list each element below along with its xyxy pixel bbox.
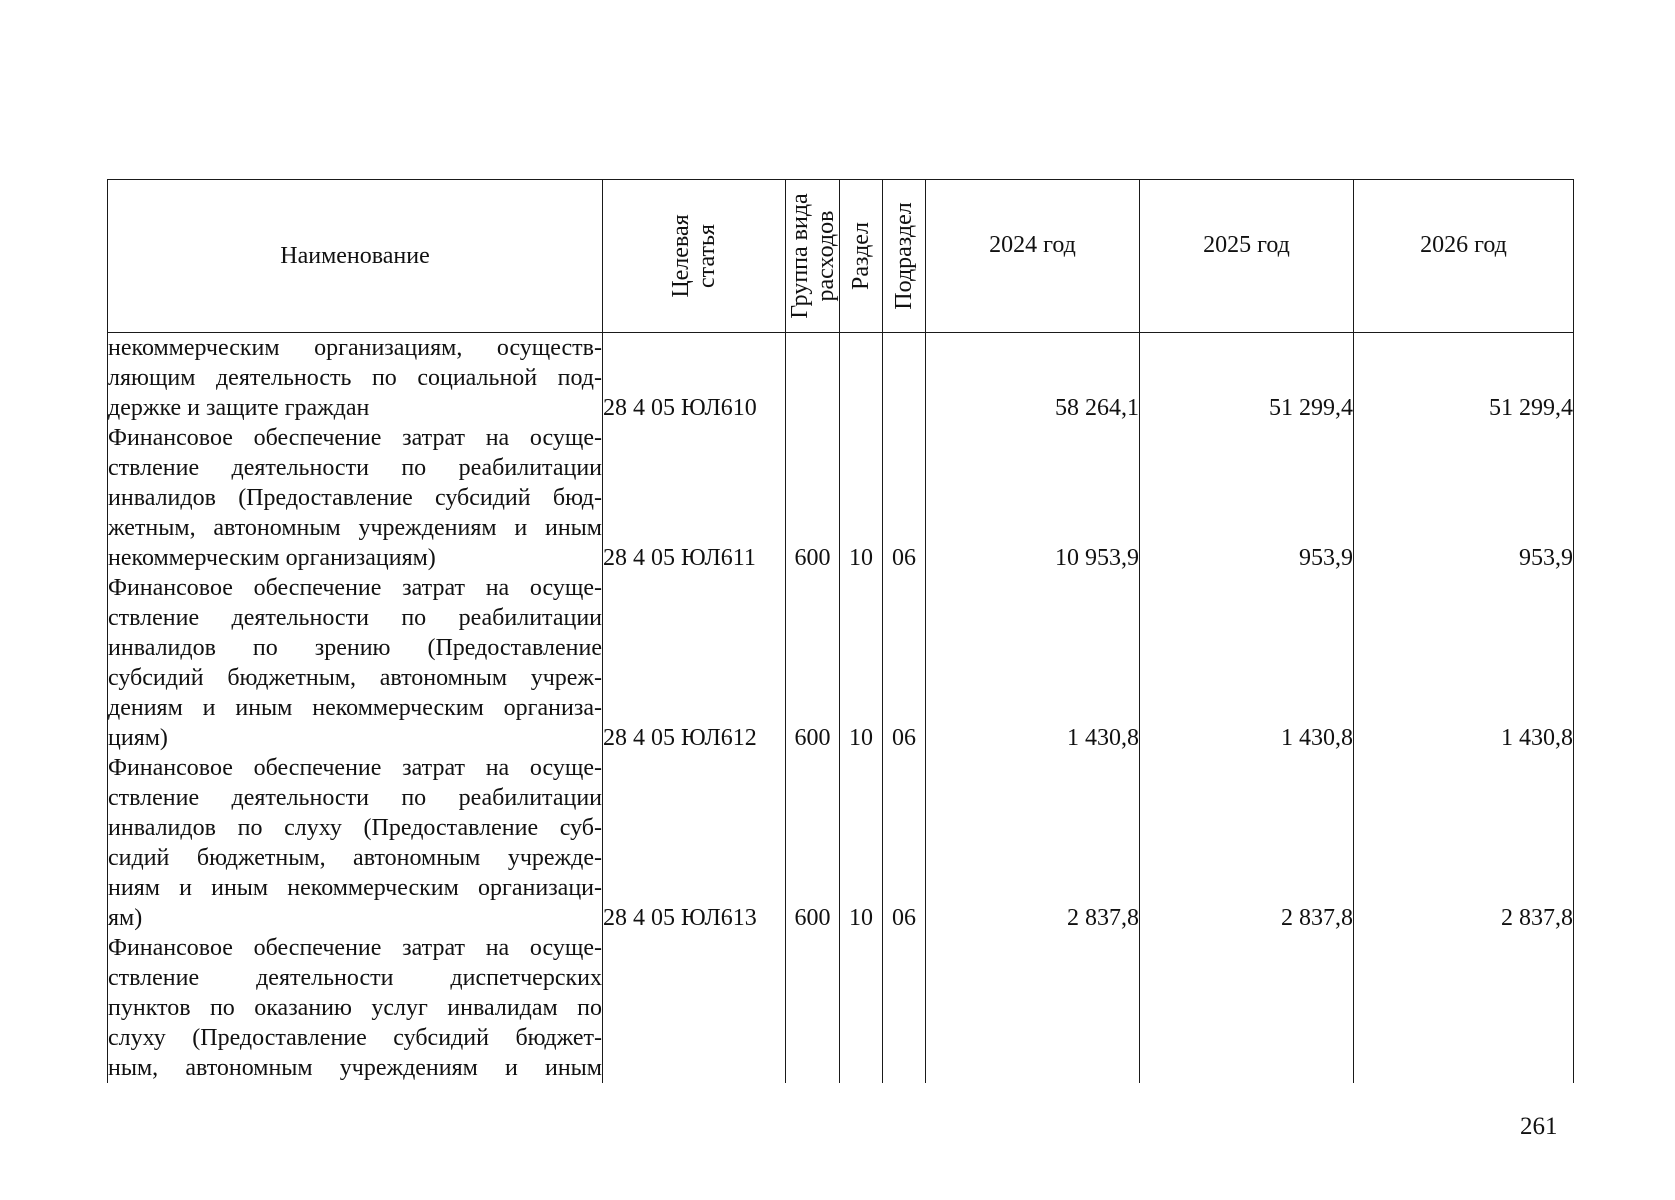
cell-2024: 58 264,1: [926, 333, 1140, 424]
cell-name-line: некоммерческим организациям, осуществ-: [108, 335, 602, 361]
table-row: [108, 753, 1574, 933]
header-expense-group: [786, 180, 840, 333]
cell-name-line: ям): [108, 905, 143, 931]
header-subsection-text: Подраздел: [891, 202, 917, 310]
cell-target-article: 28 4 05 ЮЛ611: [603, 423, 786, 573]
cell-name-line: Финансовое обеспечение затрат на осуще-: [108, 575, 602, 601]
table-row: [108, 573, 1574, 753]
cell-name-line: инвалидов по зрению (Предоставление: [108, 635, 602, 661]
cell-name: [108, 423, 603, 573]
cell-section: [840, 333, 883, 424]
cell-name-line: ствление деятельности по реабилитации: [108, 785, 602, 811]
cell-name-line: субсидий бюджетным, автономным учреж-: [108, 665, 602, 691]
cell-2026: 1 430,8: [1354, 573, 1574, 753]
cell-target-article: 28 4 05 ЮЛ610: [603, 333, 786, 424]
cell-name-line: сидий бюджетным, автономным учрежде-: [108, 845, 602, 871]
cell-2024: [926, 933, 1140, 1083]
cell-name-line: жетным, автономным учреждениям и иным: [108, 515, 602, 541]
cell-subsection: 06: [883, 753, 926, 933]
cell-name-line: ным, автономным учреждениям и иным: [108, 1055, 602, 1081]
cell-section: 10: [840, 573, 883, 753]
cell-target-article: [603, 933, 786, 1083]
cell-name-line: пунктов по оказанию услуг инвалидам по: [108, 995, 602, 1021]
cell-2024: 2 837,8: [926, 753, 1140, 933]
cell-expense-group: 600: [786, 753, 840, 933]
cell-name-line: слуху (Предоставление субсидий бюджет-: [108, 1025, 602, 1051]
table-row: [108, 333, 1574, 424]
header-name: Наименование: [108, 180, 603, 333]
cell-expense-group: 600: [786, 573, 840, 753]
cell-name-line: держке и защите граждан: [108, 395, 370, 421]
cell-name-line: ствление деятельности по реабилитации: [108, 605, 602, 631]
header-target-article: [603, 180, 786, 333]
table-body: [108, 333, 1574, 1084]
cell-2025: 953,9: [1140, 423, 1354, 573]
header-target-article-text: Целевая статья: [668, 214, 720, 298]
cell-name: [108, 573, 603, 753]
cell-name-line: Финансовое обеспечение затрат на осуще-: [108, 935, 602, 961]
cell-2025: 1 430,8: [1140, 573, 1354, 753]
cell-expense-group: [786, 933, 840, 1083]
cell-name-line: Финансовое обеспечение затрат на осуще-: [108, 425, 602, 451]
cell-subsection: [883, 933, 926, 1083]
cell-2024: 1 430,8: [926, 573, 1140, 753]
cell-2025: [1140, 933, 1354, 1083]
table-row: [108, 933, 1574, 1083]
cell-target-article: 28 4 05 ЮЛ613: [603, 753, 786, 933]
header-subsection: [883, 180, 926, 333]
cell-name-line: ниям и иным некоммерческим организаци-: [108, 875, 602, 901]
cell-name-line: некоммерческим организациям): [108, 545, 436, 571]
budget-table: [107, 179, 1574, 1083]
budget-table-container: [107, 179, 1573, 1083]
cell-2026: [1354, 933, 1574, 1083]
page-number: 261: [1520, 1113, 1558, 1140]
header-section: [840, 180, 883, 333]
cell-name-line: ляющим деятельность по социальной под-: [108, 365, 602, 391]
cell-name-line: ствление деятельности диспетчерских: [108, 965, 602, 991]
cell-2025: 2 837,8: [1140, 753, 1354, 933]
cell-subsection: 06: [883, 573, 926, 753]
table-row: [108, 423, 1574, 573]
cell-section: [840, 933, 883, 1083]
cell-name-line: ствление деятельности по реабилитации: [108, 455, 602, 481]
cell-2025: 51 299,4: [1140, 333, 1354, 424]
cell-name: [108, 753, 603, 933]
header-2025: 2025 год: [1140, 180, 1354, 333]
table-header-row: [108, 180, 1574, 333]
cell-expense-group: 600: [786, 423, 840, 573]
cell-target-article: 28 4 05 ЮЛ612: [603, 573, 786, 753]
cell-name-line: инвалидов по слуху (Предоставление суб-: [108, 815, 602, 841]
cell-2026: 953,9: [1354, 423, 1574, 573]
cell-name: [108, 933, 603, 1083]
header-section-text: Раздел: [848, 222, 874, 290]
cell-name-line: инвалидов (Предоставление субсидий бюд-: [108, 485, 602, 511]
cell-2024: 10 953,9: [926, 423, 1140, 573]
cell-subsection: [883, 333, 926, 424]
cell-name-line: дениям и иным некоммерческим организа-: [108, 695, 602, 721]
cell-expense-group: [786, 333, 840, 424]
cell-name-line: циям): [108, 725, 168, 751]
cell-section: 10: [840, 423, 883, 573]
header-2026: 2026 год: [1354, 180, 1574, 333]
cell-name: [108, 333, 603, 424]
cell-section: 10: [840, 753, 883, 933]
cell-name-line: Финансовое обеспечение затрат на осуще-: [108, 755, 602, 781]
header-2024: 2024 год: [926, 180, 1140, 333]
header-expense-group-text: Группа вида расходов: [786, 193, 839, 319]
cell-subsection: 06: [883, 423, 926, 573]
cell-2026: 2 837,8: [1354, 753, 1574, 933]
cell-2026: 51 299,4: [1354, 333, 1574, 424]
